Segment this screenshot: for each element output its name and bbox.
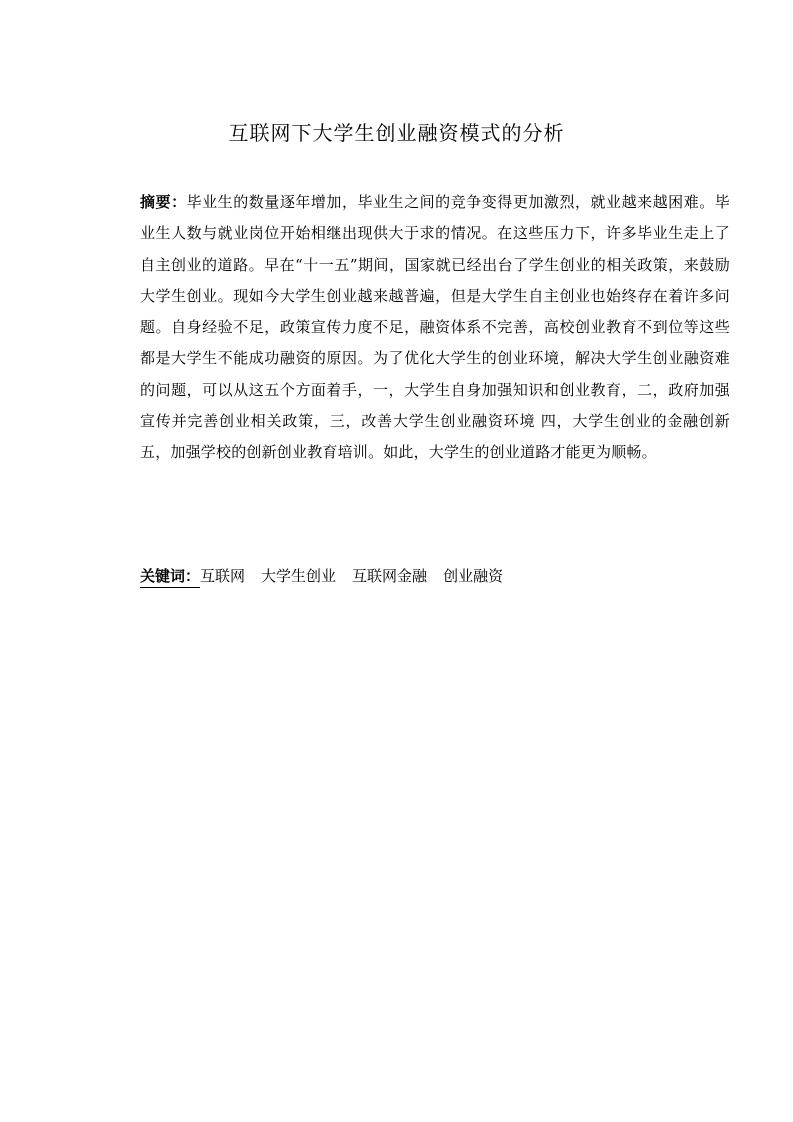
abstract-label: 摘要： xyxy=(140,193,187,211)
abstract-text: 毕业生的数量逐年增加，毕业生之间的竞争变得更加激烈，就业越来越困难。毕业生人数与就业岗位开始相继出现供大于求的情况。在这些压力下，许多毕业生走上了自主创业的道路。早在“十一五”期间，国家就已经出台了学生创业的相关政策，来鼓励大学生创业。现如今大学生创业越来越普遍，但是大学生自主创业也始终存在着许多问题。自身经验不足，政策宣传力度不足，融资体系不完善，高校创业教育不到位等这些都是大学生不能成功融资的原因。为了优化大学生的创业环境，解决大学生创业融资难的问题，可以从这五个方面着手，一，大学生自身加强知识和创业教育，二，政府加强宣传并完善创业相关政策，三，改善大学生创业融资环境 四，大学生创业的金融创新五，加强学校的创新创业教育培训。如此，大学生的创业道路才能更为顺畅。 xyxy=(140,193,730,462)
document-title: 互联网下大学生创业融资模式的分析 xyxy=(228,121,565,145)
keywords-line xyxy=(140,562,730,590)
keyword-item: 大学生创业 xyxy=(261,567,337,585)
keyword-item: 互联网 xyxy=(200,567,246,585)
keyword-item: 创业融资 xyxy=(443,567,504,585)
abstract-paragraph xyxy=(140,187,730,469)
keyword-item: 互联网金融 xyxy=(352,567,428,585)
keywords-label: 关键词： xyxy=(140,565,200,588)
